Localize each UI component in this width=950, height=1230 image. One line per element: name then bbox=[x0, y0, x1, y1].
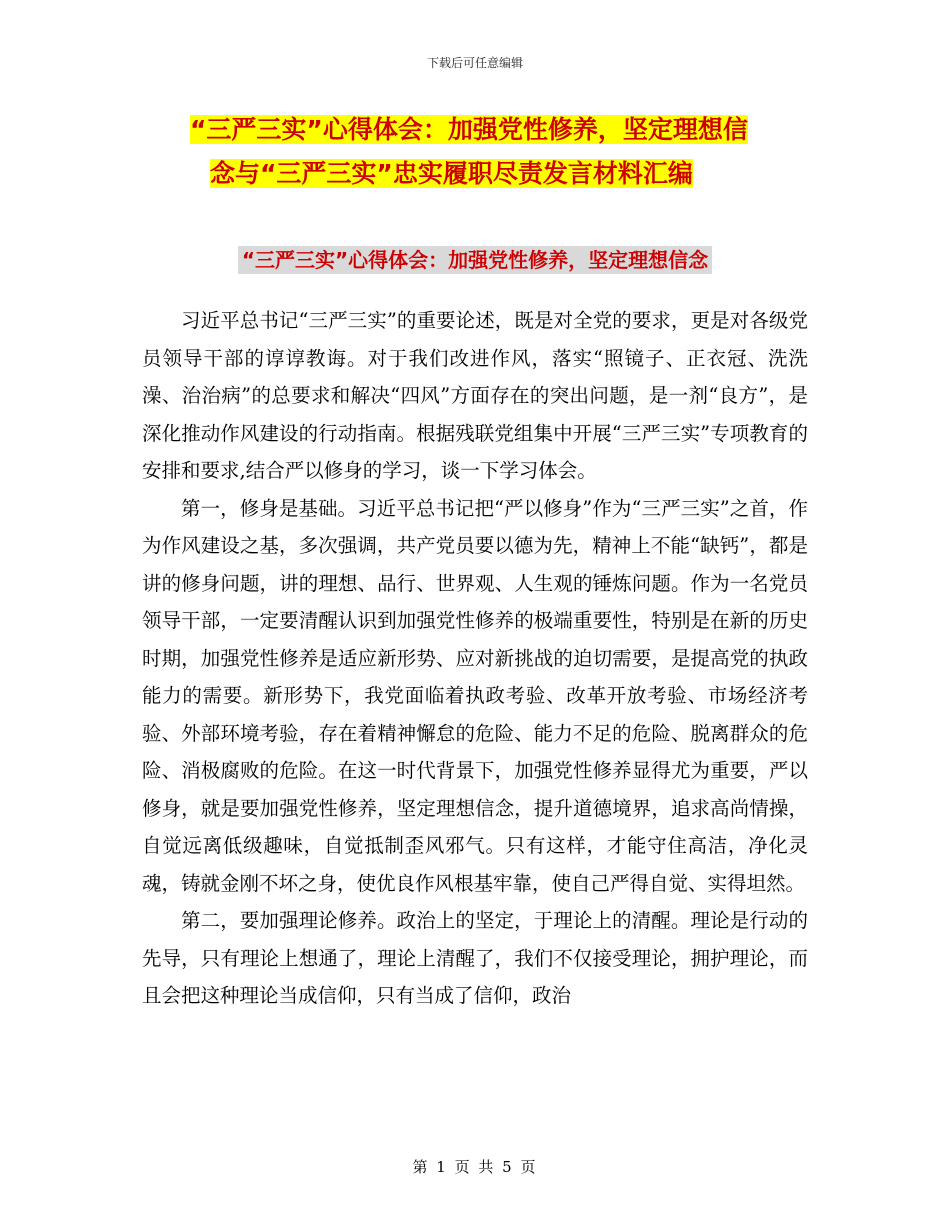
title-line-2: 念与“三严三实”忠实履职尽责发言材料汇编 bbox=[210, 159, 693, 188]
body-text bbox=[142, 302, 808, 1015]
title-line-1: “三严三实”心得体会：加强党性修养，坚定理想信 bbox=[190, 115, 748, 144]
paragraph: 第一，修身是基础。习近平总书记把“严以修身”作为“三严三实”之首，作为作风建设之基，多次强调，共产党员要以德为先，精神上不能“缺钙”，都是讲的修身问题，讲的理想、品行、世界观、人生观的锤炼问题。作为一名党员领导干部，一定要清醒认识到加强党性修养的极端重要性，特别是在新的历史时期，加强党性修养是适应新形势、应对新挑战的迫切需要，是提高党的执政能力的需要。新形势下，我党面临着执政考验、改革开放考验、市场经济考验、外部环境考验，存在着精神懈怠的危险、能力不足的危险、脱离群众的危险、消极腐败的危险。在这一时代背景下，加强党性修养显得尤为重要，严以修身，就是要加强党性修养，坚定理想信念，提升道德境界，追求高尚情操，自觉远离低级趣味，自觉抵制歪风邪气。只有这样，才能守住高洁，净化灵魂，铸就金刚不坏之身，使优良作风根基牢靠，使自己严得自觉、实得坦然。 bbox=[142, 496, 808, 895]
paragraph: 第二，要加强理论修养。政治上的坚定，于理论上的清醒。理论是行动的先导，只有理论上想通了，理论上清醒了，我们不仅接受理论，拥护理论，而且会把这种理论当成信仰，只有当成了信仰，政治 bbox=[142, 909, 808, 1007]
page-header: 下载后可任意编辑 bbox=[426, 56, 523, 70]
document-title bbox=[140, 108, 840, 196]
section-subtitle: “三严三实”心得体会：加强党性修养，坚定理想信念 bbox=[0, 244, 950, 273]
paragraph: 习近平总书记“三严三实”的重要论述，既是对全党的要求，更是对各级党员领导干部的谆谆教诲。对于我们改进作风，落实“照镜子、正衣冠、洗洗澡、治治病”的总要求和解决“四风”方面存在的突出问题，是一剂“良方”，是深化推动作风建设的行动指南。根据残联党组集中开展“三严三实”专项教育的安排和要求,结合严以修身的学习，谈一下学习体会。 bbox=[142, 309, 808, 482]
page-footer: 第 1 页 共 5 页 bbox=[412, 1158, 538, 1176]
